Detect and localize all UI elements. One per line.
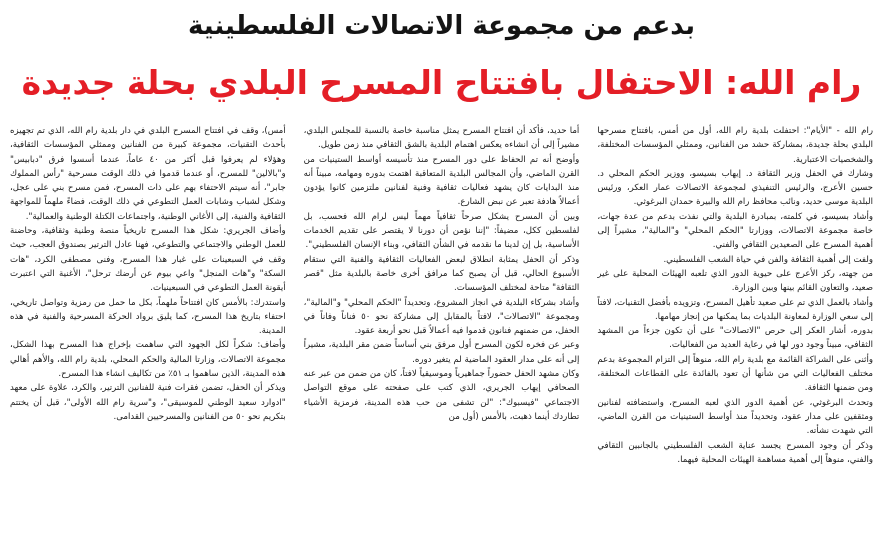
article-body: [10, 124, 873, 551]
paragraph: رام الله - "الأيام": احتفلت بلدية رام الله، أول من أمس، بافتتاح مسرحها البلدي بحلة جديدة، بمشاركة حشد من الفنانين، وممثلي المؤسسات المختلفة، والشخصيات الاعتبارية.: [597, 126, 873, 165]
paragraph: وعبر عن فخره لكون المسرح أول مرفق بني أساساً ضمن مقر البلدية، مشيراً إلى أنه على مدار العقود الماضية لم يتغير دوره.: [303, 340, 580, 365]
paragraph: من جهته، ركز الأعرج على حيوية الدور الذي تلعبه الهيئات المحلية على غير صعيد، والتعاون القائم بينها وبين الوزارة.: [597, 268, 873, 294]
article-column-3: [10, 124, 286, 551]
paragraph: وذكر أن وجود المسرح يجسد عناية الشعب الفلسطيني بالجانبين الثقافي والفني، منوهاً إلى أهمية مساهمة الهيئات المحلية فيهما.: [597, 440, 873, 465]
paragraph: واستدرك: بالأمس كان افتتاحاً ملهماً، بكل ما حمل من رمزية وتواصل تاريخي، احتفاء بتاريخ هذا المسرح، كما يليق برواد الحركة المسرحية والفنية في هذه المدينة.: [10, 297, 286, 337]
article-kicker: بدعم من مجموعة الاتصالات الفلسطينية: [187, 11, 696, 41]
paragraph: بدوره، أشار العكر إلى حرص "الاتصالات" على أن تكون جزءاً من المشهد الثقافي، مبيناً وجود دور لها في رعاية العديد من الفعاليات.: [597, 326, 873, 351]
paragraph: وأثنى على الشراكة القائمة مع بلدية رام الله، منوهاً إلى التزام المجموعة بدعم مختلف الفعاليات التي من شأنها أن تعود بالفائدة على القطاعات المختلفة، ومن ضمنها الثقافة.: [597, 354, 873, 394]
paragraph: وأشاد بالعمل الذي تم على صعيد تأهيل المسرح، وتزويده بأفضل التقنيات، لافتاً إلى سعي الوزارة لمعاونة البلديات بما يمكنها من إنجاز مهامها.: [597, 297, 873, 322]
paragraph: وبين أن المسرح يشكل صرحاً ثقافياً مهماً ليس لرام الله فحسب، بل لفلسطين ككل، مضيفاً: "إننا نؤمن أن دورنا لا يقتصر على تقديم الخدمات الأساسية، بل إن لدينا ما نقدمه في الشأن الثقافي، وبناء الإنسان الفلسطيني".: [303, 211, 580, 251]
article-column-2: [304, 124, 580, 551]
paragraph: وأشاد بسيسو، في كلمته، بمبادرة البلدية والتي نفذت بدعم من عدة جهات، خاصة مجموعة الاتصالات، ووزارتا "الحكم المحلي" و"المالية"، مشيراً إلى أهمية المسرح على الصعيدين الثقافي والفني.: [597, 211, 873, 251]
paragraph: وذكر أن الحفل يمثابة انطلاق لبعض الفعاليات الثقافية والفنية التي ستقام الأسبوع الحالي، قبل أن يصبح كما مرافق أخرى خاصة بالبلدية مثل "قصر الثقافة" متاحة لمختلف المؤسسات.: [303, 254, 580, 294]
paragraph: ولفت إلى أهمية الثقافة والفن في حياة الشعب الفلسطيني.: [663, 254, 873, 265]
paragraph: وشارك في الحفل وزير الثقافة د. إيهاب بسيسو، ووزير الحكم المحلي د. حسين الأعرج، والرئيس التنفيذي لمجموعة الاتصالات عمار العكر، ورئيس البلدية موسى حديد، ونائب محافظ رام الله والبيرة حمدان البرغوثي.: [597, 168, 873, 208]
paragraph: ويذكر أن الحفل، تضمن فقرات فنية للفنانين الترتير، والكرد، علاوة على معهد "ادوارد سعيد الوطني للموسيقى"، و"سرية رام الله الأولى"، قبل أن يختتم بتكريم نحو ٥٠ من الفنانين والمسرحيين القدامى.: [10, 383, 286, 422]
paragraph: أمس)، وقف في افتتاح المسرح البلدي في دار بلدية رام الله، الذي تم تجهيزه بأحدث التقنيات، مجموعة كبيرة من الفنانين وممثلي المؤسسات الثقافية، وهؤلاء لم يعرفوا قبل أكثر من ٤٠ عاماً، عندما أسسوا فرق "دبابيس" و"بالالين" للمسرح، أو عندما قدموا في ذلك الوقت مسرحية "رأس المملوك جابر"، أنه سيتم الاحتفاء بهم على ذات المسرح، فمن مسرح بني على عجل، وشكل لشباب وشابات العمل التطوعي في ذلك الوقت، فضاءً ملهماً للمواجهة الثقافية والفنية، إلى الأغاني الوطنية، واجتماعات الكتلة الوطنية والعمالية".: [10, 126, 286, 222]
article-headline: رام الله: الاحتفال بافتتاح المسرح البلدي بحلة جديدة: [21, 63, 862, 102]
paragraph: وأشاد بشركاء البلدية في انجاز المشروع، وتحديداً "الحكم المحلي" و"المالية"، ومجموعة "الاتصالات"، لافتاً بالمقابل إلى مشاركة نحو ٥٠ فناناً وفاناً في الحفل، من ضمنهم فنانون قدموا فيه أعمالاً قبل نحو أربعة عقود.: [303, 297, 580, 337]
paragraph: وأضاف الجريري: شكل هذا المسرح تاريخياً منصة وطنية وثقافية، وحاضنة للعمل الوطني والاجتماعي والتطوعي، فهنا عادل الترتير بصندوق العجب، حيث وقف في السبعينات على غبار هذا المسرح، وفنى مصطفى الكرد، "هات السكة" و"هات المنجل" واعي بيوم عن أرضك ترحل"، الأغنية التي اعتبرت أيقونة العمل التطوعي في السبعينيات.: [10, 226, 286, 294]
paragraph: وأضاف: شكراً لكل الجهود التي ساهمت بإخراج هذا المسرح بهذا الشكل، مجموعة الاتصالات، وزارتا المالية والحكم المحلي، بلدية رام الله، والأهم أهالي هذه المدينة، الذين ساهموا بـ ٥١٪ من تكاليف انشاء هذا المسرح.: [10, 340, 286, 380]
paragraph: وتحدث البرغوثي، عن أهمية الدور الذي لعبه المسرح، واستضافته لفنانين ومثقفين على مدار عقود، وتحديداً منذ أواسط الستينيات من القرن الماضي، التي شهدت نشأته.: [597, 397, 873, 437]
paragraph: وكان مشهد الحفل حضوراً جماهيرياً وموسيقياً لافتاً، كان من ضمن من عبر عنه الصحافي إيهاب الجريري، الذي كتب على صفحته على موقع التواصل الاجتماعي "فيسبوك": "لن تشفى من حب هذه المدينة، فرمزية الأشياء تطاردك أينما ذهبت، بالأمس (أول من: [303, 369, 580, 422]
paragraph: وأوضح أنه تم الحفاظ على دور المسرح منذ تأسيسه أواسط الستينيات من القرن الماضي، وأن المجالس البلدية المتعاقبة اهتمت بدوره ومهامه، مبيناً أنه منذ البدايات كان يشهد فعاليات ثقافية وفنية لفنانين ملتزمين كانوا يؤدون أعمالاً هادفة تعبر عن نبض الشارع.: [303, 154, 580, 208]
article-column-1: [597, 124, 873, 551]
paragraph: أما حديد، فأكد أن افتتاح المسرح يمثل مناسبة خاصة بالنسبة للمجلس البلدي، مشيراً إلى أن انشاءه يعكس اهتمام البلدية بالشق الثقافي منذ زمن طويل.: [303, 126, 580, 151]
